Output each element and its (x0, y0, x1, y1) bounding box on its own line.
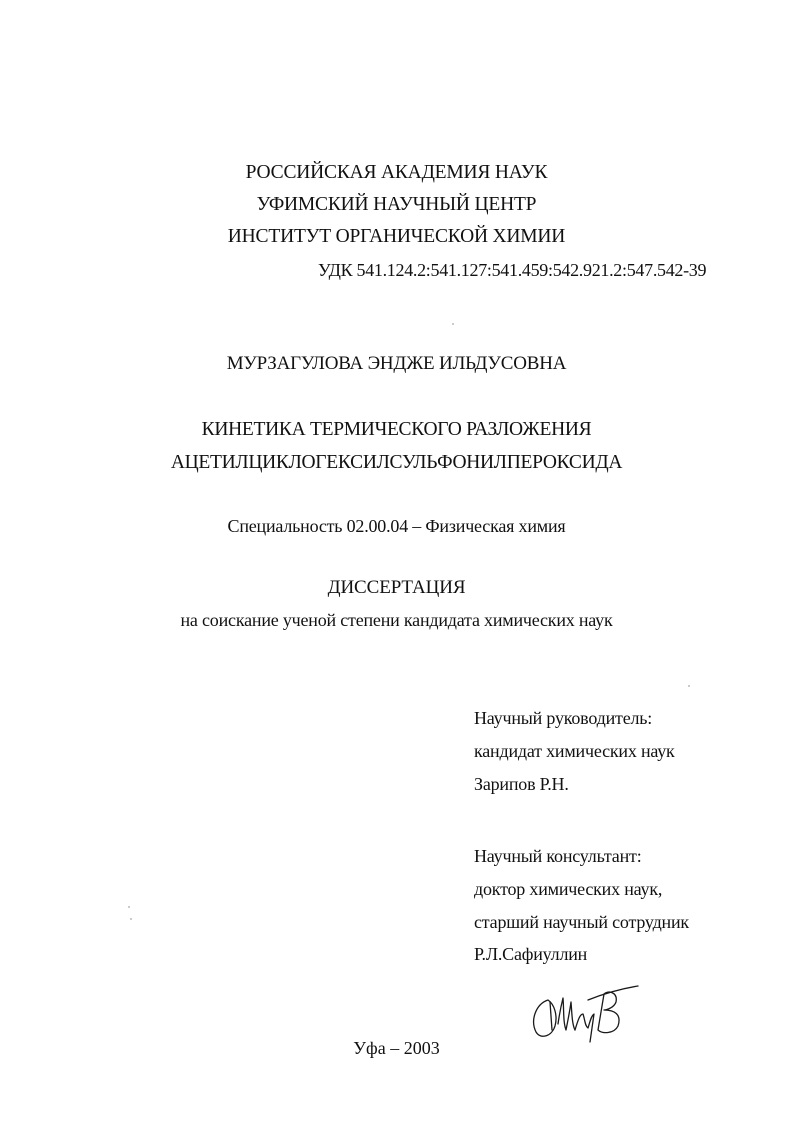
org-line-center: УФИМСКИЙ НАУЧНЫЙ ЦЕНТР (256, 194, 537, 215)
scan-speck (452, 323, 454, 325)
specialty: Специальность 02.00.04 – Физическая химия (227, 516, 566, 536)
consultant-degree: доктор химических наук, (474, 879, 663, 899)
supervisor-degree: кандидат химических наук (474, 741, 675, 761)
org-line-academy: РОССИЙСКАЯ АКАДЕМИЯ НАУК (245, 162, 548, 183)
supervisor-role: Научный руководитель: (474, 708, 653, 728)
author-name: МУРЗАГУЛОВА ЭНДЖЕ ИЛЬДУСОВНА (226, 353, 567, 374)
consultant-position: старший научный сотрудник (474, 912, 689, 932)
scan-speck (128, 906, 130, 908)
degree-line: на соискание ученой степени кандидата химических наук (180, 610, 613, 630)
city-year: Уфа – 2003 (353, 1038, 440, 1058)
udk-code: УДК 541.124.2:541.127:541.459:542.921.2:547.542-39 (318, 260, 707, 280)
title-line-1: КИНЕТИКА ТЕРМИЧЕСКОГО РАЗЛОЖЕНИЯ (201, 419, 592, 440)
work-type: ДИССЕРТАЦИЯ (327, 577, 466, 598)
org-line-institute: ИНСТИТУТ ОРГАНИЧЕСКОЙ ХИМИИ (227, 226, 566, 247)
supervisor-name: Зарипов Р.Н. (474, 774, 569, 794)
consultant-role: Научный консультант: (474, 846, 642, 866)
scan-speck (688, 685, 690, 687)
scan-speck (130, 918, 132, 920)
consultant-name: Р.Л.Сафиуллин (474, 944, 588, 964)
title-line-2: АЦЕТИЛЦИКЛОГЕКСИЛСУЛЬФОНИЛПЕРОКСИДА (170, 452, 623, 473)
